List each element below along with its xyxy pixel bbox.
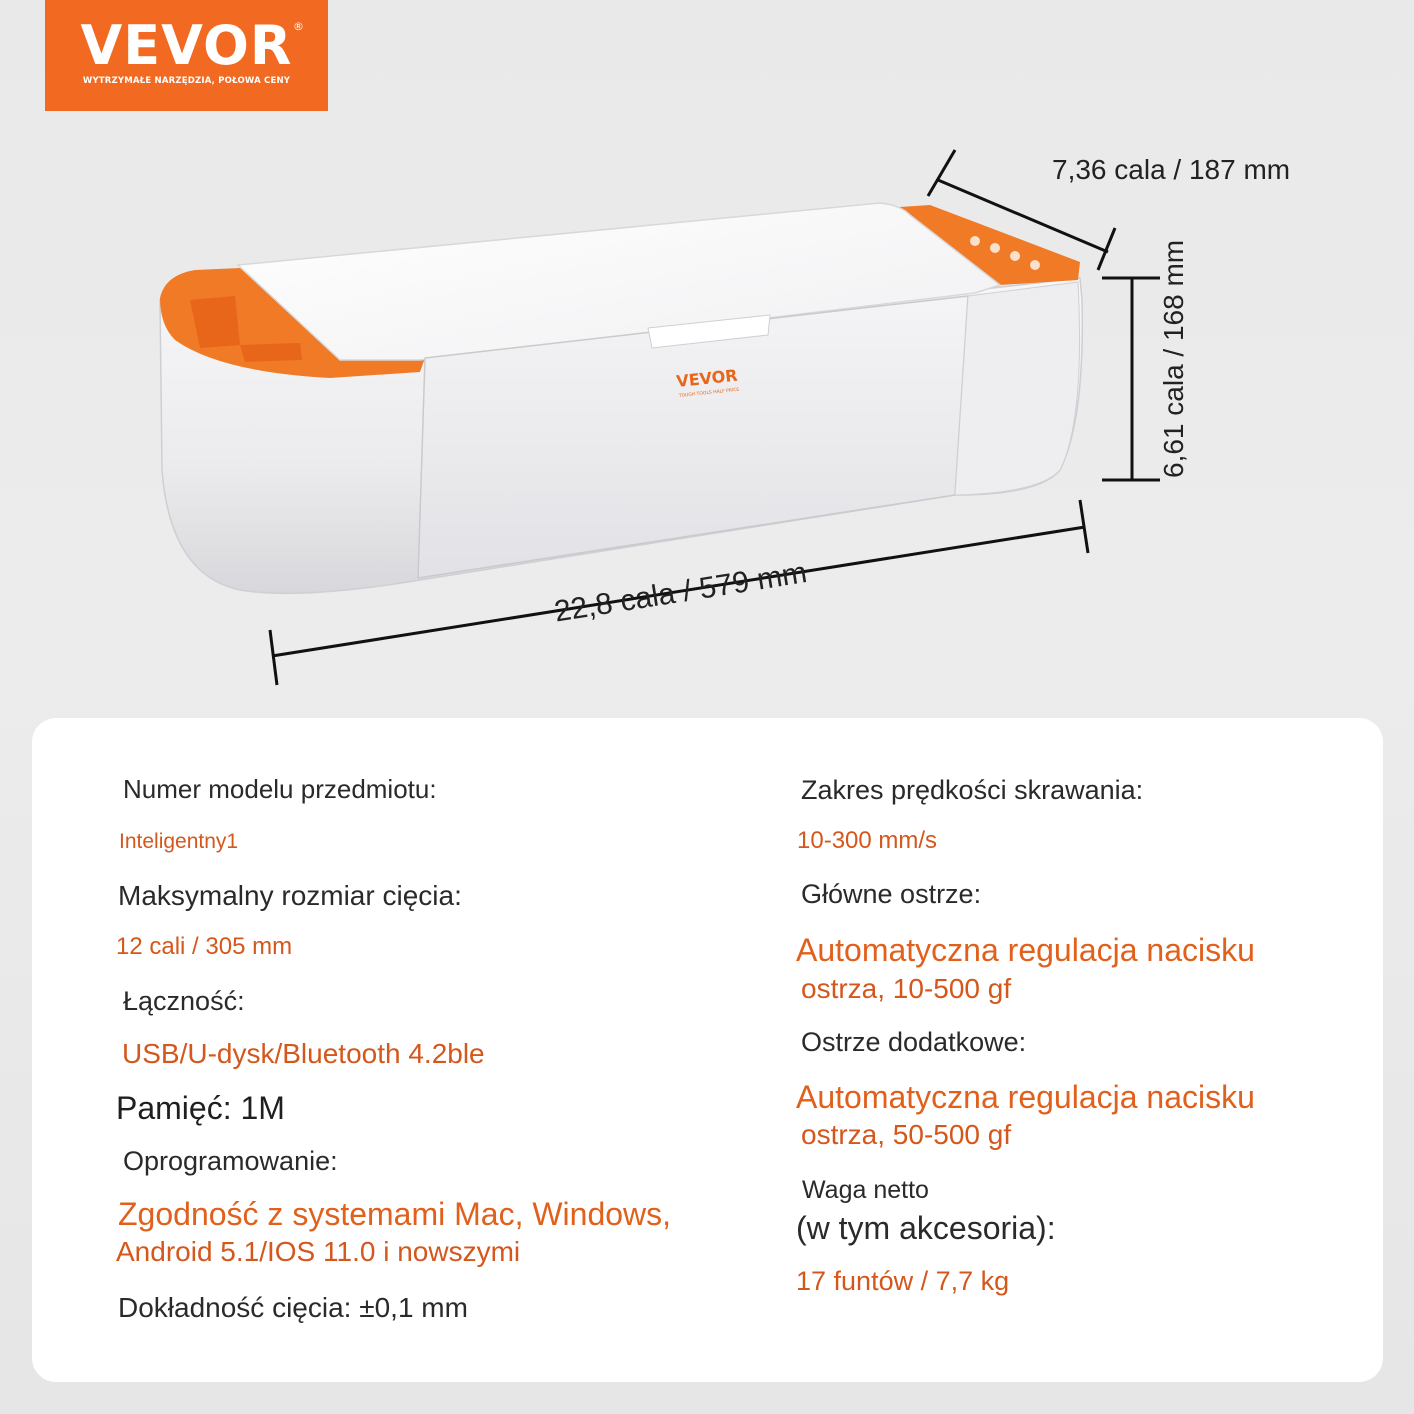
accessory-cup [240, 343, 302, 362]
right-side-panel [955, 282, 1080, 495]
speed-value: 10-300 mm/s [797, 827, 938, 854]
accuracy-spec: Dokładność cięcia: ±0,1 mm [118, 1292, 468, 1323]
speed-label: Zakres prędkości skrawania: [801, 775, 1144, 805]
model-value: Inteligentny1 [119, 830, 239, 853]
device-logo-sub: TOUGH TOOLS HALF PRICE [678, 387, 740, 399]
main-blade-label: Główne ostrze: [801, 879, 982, 909]
brand-tagline: WYTRZYMAŁE NARZĘDZIA, POŁOWA CENY [82, 76, 291, 86]
max-cut-label: Maksymalny rozmiar cięcia: [118, 880, 462, 911]
length-label: 22,8 cala / 579 mm [552, 556, 810, 629]
software-value-line2: Android 5.1/IOS 11.0 i nowszymi [116, 1236, 521, 1267]
main-blade-line1: Automatyczna regulacja nacisku [796, 932, 1255, 968]
software-label: Oprogramowanie: [123, 1146, 338, 1176]
specs-card [32, 718, 1383, 1382]
weight-value: 17 funtów / 7,7 kg [796, 1266, 1010, 1296]
weight-label-line2: (w tym akcesoria): [796, 1210, 1056, 1246]
max-cut-value: 12 cali / 305 mm [116, 933, 293, 960]
memory-spec: Pamięć: 1M [116, 1090, 285, 1126]
extra-blade-line2: ostrza, 50-500 gf [801, 1119, 1012, 1150]
brand-name: VEVOR [80, 14, 293, 77]
registered-mark: ® [293, 20, 304, 33]
extra-blade-line1: Automatyczna regulacja nacisku [796, 1079, 1255, 1115]
connectivity-value: USB/U-dysk/Bluetooth 4.2ble [122, 1038, 485, 1069]
extra-blade-label: Ostrze dodatkowe: [801, 1027, 1027, 1057]
height-label: 6,61 cala / 168 mm [1158, 239, 1189, 478]
device-logo: VEVOR [675, 365, 739, 391]
depth-label: 7,36 cala / 187 mm [1052, 154, 1291, 185]
height-dimension-line [1102, 278, 1160, 480]
main-blade-line2: ostrza, 10-500 gf [801, 973, 1012, 1004]
software-value-line1: Zgodność z systemami Mac, Windows, [118, 1196, 672, 1232]
weight-label-line1: Waga netto [802, 1176, 929, 1204]
connectivity-label: Łączność: [123, 986, 245, 1016]
model-label: Numer modelu przedmiotu: [123, 774, 437, 804]
